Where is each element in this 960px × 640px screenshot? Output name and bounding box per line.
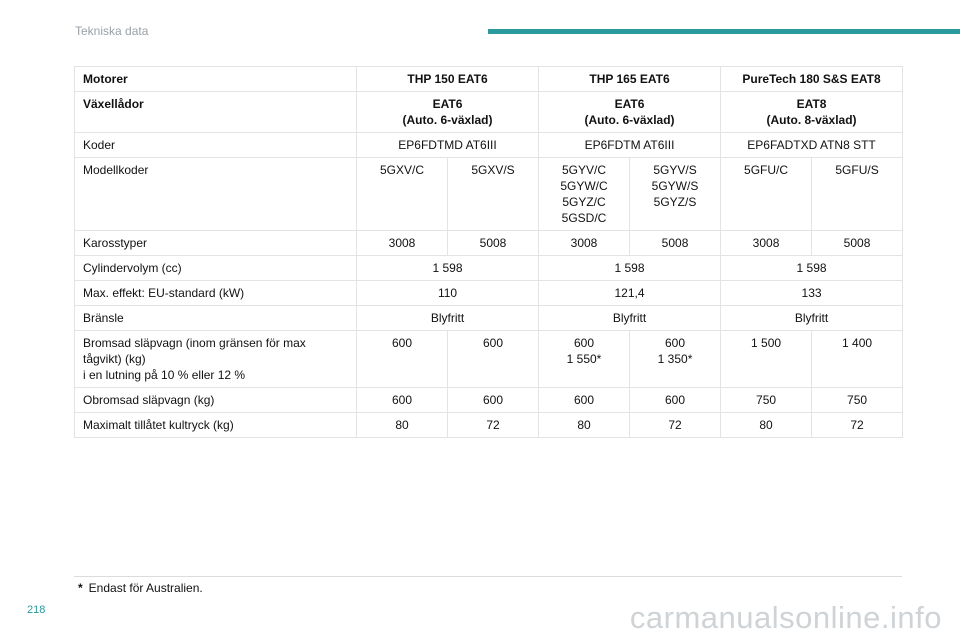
row-label: Växellådor [75,92,357,133]
code-cell: EP6FADTXD ATN8 STT [721,133,903,158]
model-code-cell: 5GYV/C 5GYW/C 5GYZ/C 5GSD/C [539,158,630,231]
power-cell: 110 [357,281,539,306]
fuel-cell: Blyfritt [721,306,903,331]
displacement-cell: 1 598 [539,256,721,281]
table-row-braked-trailer [75,331,903,388]
braked-cell: 1 500 [721,331,812,388]
technical-data-table [74,66,903,438]
model-code-cell: 5GFU/C [721,158,812,231]
fuel-cell: Blyfritt [539,306,721,331]
row-label: Obromsad släpvagn (kg) [75,388,357,413]
body-type-cell: 5008 [630,231,721,256]
row-label: Modellkoder [75,158,357,231]
footnote [78,581,203,595]
model-code-cell: 5GXV/C [357,158,448,231]
table-row-displacement [75,256,903,281]
body-type-cell: 5008 [812,231,903,256]
table-row-power [75,281,903,306]
braked-cell: 600 [357,331,448,388]
displacement-cell: 1 598 [357,256,539,281]
braked-cell: 1 400 [812,331,903,388]
row-label: Bränsle [75,306,357,331]
nose-weight-cell: 72 [448,413,539,438]
power-cell: 133 [721,281,903,306]
footnote-text: Endast för Australien. [88,581,203,595]
nose-weight-cell: 80 [539,413,630,438]
table-row-model-codes [75,158,903,231]
engine-header: PureTech 180 S&S EAT8 [721,67,903,92]
body-type-cell: 3008 [721,231,812,256]
code-cell: EP6FDTM AT6III [539,133,721,158]
engine-header: THP 150 EAT6 [357,67,539,92]
section-title: Tekniska data [75,24,149,38]
body-type-cell: 5008 [448,231,539,256]
nose-weight-cell: 72 [630,413,721,438]
table-row-body-types [75,231,903,256]
unbraked-cell: 750 [812,388,903,413]
body-type-cell: 3008 [357,231,448,256]
table-row-engines [75,67,903,92]
gearbox-cell: EAT6 (Auto. 6-växlad) [539,92,721,133]
table-row-gearboxes [75,92,903,133]
power-cell: 121,4 [539,281,721,306]
row-label: Koder [75,133,357,158]
unbraked-cell: 600 [357,388,448,413]
table-row-fuel [75,306,903,331]
row-label: Bromsad släpvagn (inom gränsen för max tågvikt) (kg) i en lutning på 10 % eller 12 % [75,331,357,388]
unbraked-cell: 600 [539,388,630,413]
body-type-cell: 3008 [539,231,630,256]
row-label: Karosstyper [75,231,357,256]
unbraked-cell: 600 [448,388,539,413]
gearbox-cell: EAT6 (Auto. 6-växlad) [357,92,539,133]
unbraked-cell: 750 [721,388,812,413]
displacement-cell: 1 598 [721,256,903,281]
braked-cell: 600 [448,331,539,388]
engine-header: THP 165 EAT6 [539,67,721,92]
model-code-cell: 5GXV/S [448,158,539,231]
nose-weight-cell: 80 [721,413,812,438]
braked-cell: 600 1 550* [539,331,630,388]
footnote-divider [74,576,902,577]
row-label: Motorer [75,67,357,92]
row-label: Max. effekt: EU-standard (kW) [75,281,357,306]
row-label: Cylindervolym (cc) [75,256,357,281]
gearbox-cell: EAT8 (Auto. 8-växlad) [721,92,903,133]
code-cell: EP6FDTMD AT6III [357,133,539,158]
header-accent-bar [488,29,960,34]
braked-cell: 600 1 350* [630,331,721,388]
table-row-codes [75,133,903,158]
page-number: 218 [27,604,46,616]
nose-weight-cell: 80 [357,413,448,438]
unbraked-cell: 600 [630,388,721,413]
row-label: Maximalt tillåtet kultryck (kg) [75,413,357,438]
model-code-cell: 5GYV/S 5GYW/S 5GYZ/S [630,158,721,231]
fuel-cell: Blyfritt [357,306,539,331]
nose-weight-cell: 72 [812,413,903,438]
table-row-unbraked-trailer [75,388,903,413]
footnote-marker: * [78,581,83,595]
model-code-cell: 5GFU/S [812,158,903,231]
watermark: carmanualsonline.info [629,600,942,635]
table-row-nose-weight [75,413,903,438]
